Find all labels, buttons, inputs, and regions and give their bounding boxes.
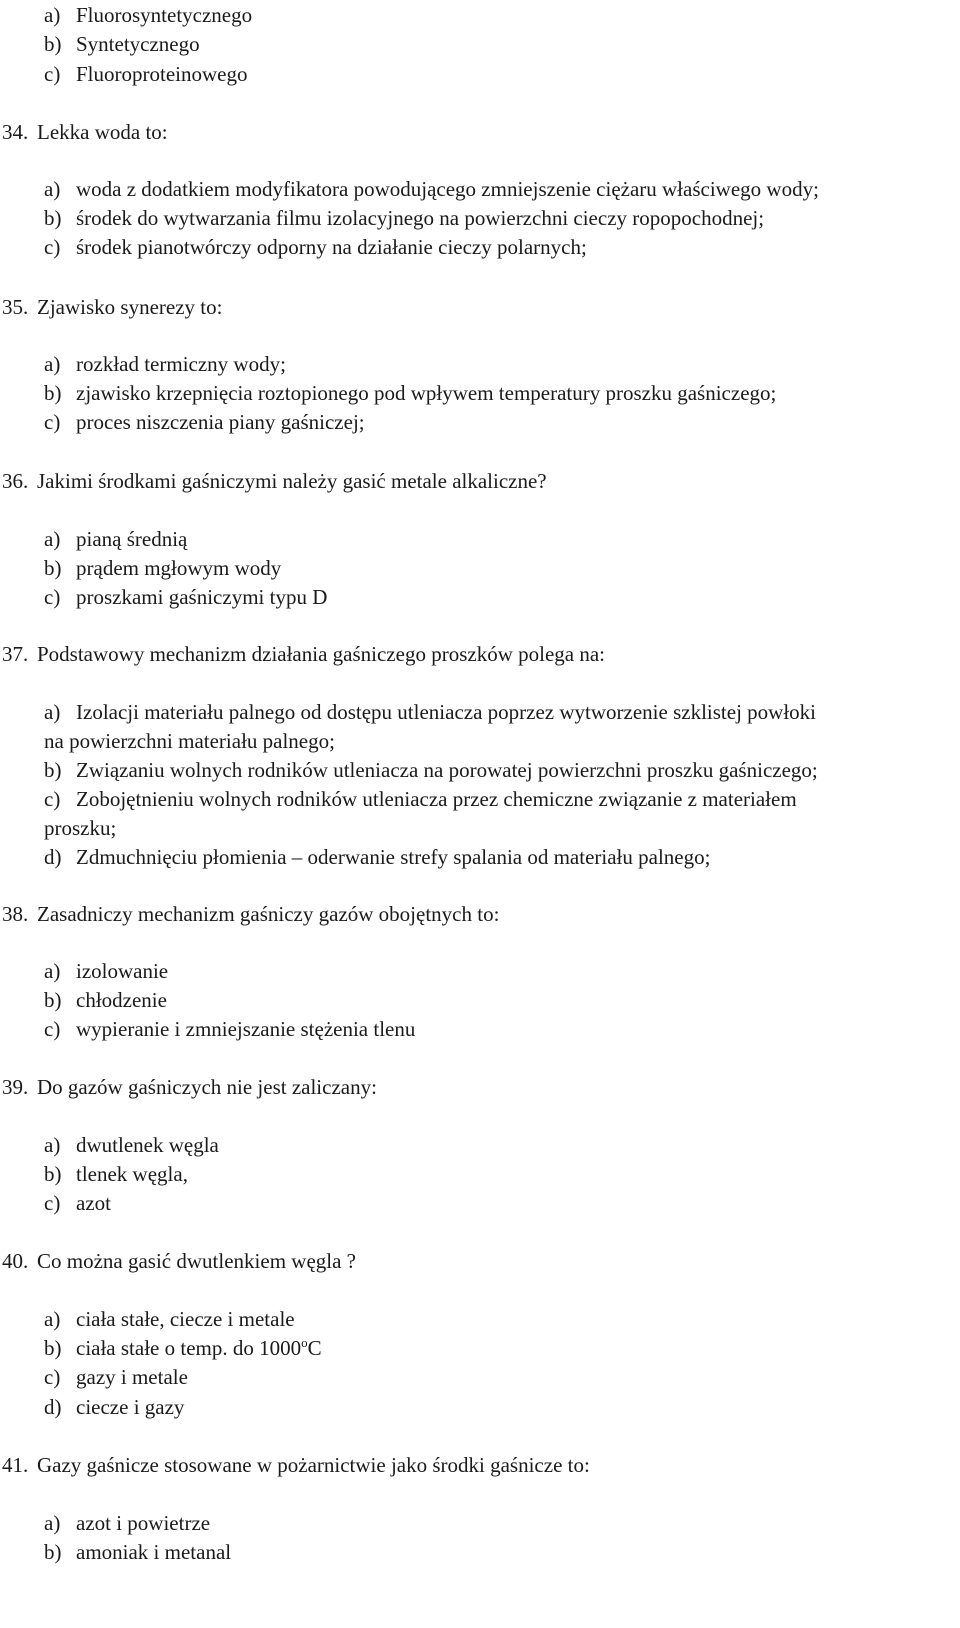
option-letter: c): [44, 62, 61, 86]
option-letter: c): [44, 1191, 61, 1215]
question-number: 38.: [2, 902, 29, 926]
option-letter: a): [44, 352, 61, 376]
option-letter: b): [44, 758, 62, 782]
option-text: Syntetycznego: [76, 32, 200, 56]
option-text: ciała stałe o temp. do 1000$^o$C: [76, 1335, 322, 1360]
option-text: środek pianotwórczy odporny na działanie cieczy polarnych;: [76, 235, 587, 259]
option-letter: b): [44, 381, 62, 405]
option-letter: b): [44, 1540, 62, 1564]
option-letter: c): [44, 1365, 61, 1389]
option-text: chłodzenie: [76, 988, 167, 1012]
option-letter: b): [44, 1162, 62, 1186]
option-text: azot: [76, 1191, 111, 1215]
option-text: zjawisko krzepnięcia roztopionego pod wpływem temperatury proszku gaśniczego;: [76, 381, 777, 405]
option-letter: a): [44, 1307, 61, 1331]
option-letter: c): [44, 235, 61, 259]
option-text: wypieranie i zmniejszanie stężenia tlenu: [76, 1017, 416, 1041]
option-text: Zdmuchnięciu płomienia – oderwanie strefy spalania od materiału palnego;: [76, 845, 711, 869]
option-text: Izolacji materiału palnego od dostępu utleniacza poprzez wytworzenie szklistej powłoki: [76, 700, 816, 724]
option-text: środek do wytwarzania filmu izolacyjnego na powierzchni cieczy ropopochodnej;: [76, 206, 765, 230]
question-number: 34.: [2, 120, 29, 144]
option-text: izolowanie: [76, 959, 169, 983]
option-letter: d): [44, 845, 62, 869]
option-letter: b): [44, 32, 62, 56]
option-text: Fluoroproteinowego: [76, 62, 248, 86]
question-text: Zasadniczy mechanizm gaśniczy gazów obojętnych to:: [37, 902, 500, 926]
option-letter: a): [44, 527, 61, 551]
option-letter: a): [44, 1133, 61, 1157]
option-letter: a): [44, 3, 61, 27]
option-letter: d): [44, 1395, 62, 1419]
question-text: Podstawowy mechanizm działania gaśniczego proszków polega na:: [37, 642, 605, 666]
option-letter: b): [44, 988, 62, 1012]
option-letter: b): [44, 206, 62, 230]
question-text: Lekka woda to:: [37, 120, 168, 144]
option-text: Fluorosyntetycznego: [76, 3, 253, 27]
question-text: Jakimi środkami gaśniczymi należy gasić metale alkaliczne?: [37, 469, 547, 493]
option-continuation-text: proszku;: [44, 816, 117, 840]
question-number: 41.: [2, 1453, 29, 1477]
option-text: Związaniu wolnych rodników utleniacza na porowatej powierzchni proszku gaśniczego;: [76, 758, 818, 782]
option-letter: a): [44, 1511, 61, 1535]
option-text: pianą średnią: [76, 527, 188, 551]
unit-suffix: C: [307, 1336, 322, 1360]
option-letter: b): [44, 1336, 62, 1360]
question-text: Zjawisko synerezy to:: [37, 295, 223, 319]
option-text: ciecze i gazy: [76, 1395, 185, 1419]
option-text: ciała stałe, ciecze i metale: [76, 1307, 295, 1331]
option-text: prądem mgłowym wody: [76, 556, 282, 580]
option-text: dwutlenek węgla: [76, 1133, 219, 1157]
degree-superscript: o: [301, 1335, 308, 1350]
option-continuation-text: na powierzchni materiału palnego;: [44, 729, 335, 753]
question-text: Co można gasić dwutlenkiem węgla ?: [37, 1249, 356, 1273]
option-text: gazy i metale: [76, 1365, 188, 1389]
question-text: Do gazów gaśniczych nie jest zaliczany:: [37, 1075, 377, 1099]
question-number: 35.: [2, 295, 29, 319]
option-text: azot i powietrze: [76, 1511, 211, 1535]
option-letter: a): [44, 959, 61, 983]
question-number: 39.: [2, 1075, 29, 1099]
question-number: 36.: [2, 469, 29, 493]
option-text: woda z dodatkiem modyfikatora powodującego zmniejszenie ciężaru właściwego wody;: [76, 177, 819, 201]
option-text: proszkami gaśniczymi typu D: [76, 585, 328, 609]
question-text: Gazy gaśnicze stosowane w pożarnictwie jako środki gaśnicze to:: [37, 1453, 590, 1477]
option-letter: c): [44, 787, 61, 811]
option-letter: c): [44, 585, 61, 609]
option-letter: b): [44, 556, 62, 580]
option-text: rozkład termiczny wody;: [76, 352, 286, 376]
option-text: amoniak i metanal: [76, 1540, 232, 1564]
question-number: 40.: [2, 1249, 29, 1273]
option-letter: c): [44, 1017, 61, 1041]
option-text: Zobojętnieniu wolnych rodników utleniacza przez chemiczne związanie z materiałem: [76, 787, 797, 811]
question-number: 37.: [2, 642, 29, 666]
option-text: tlenek węgla,: [76, 1162, 188, 1186]
option-letter: c): [44, 410, 61, 434]
option-letter: a): [44, 177, 61, 201]
option-text: proces niszczenia piany gaśniczej;: [76, 410, 365, 434]
option-letter: a): [44, 700, 61, 724]
